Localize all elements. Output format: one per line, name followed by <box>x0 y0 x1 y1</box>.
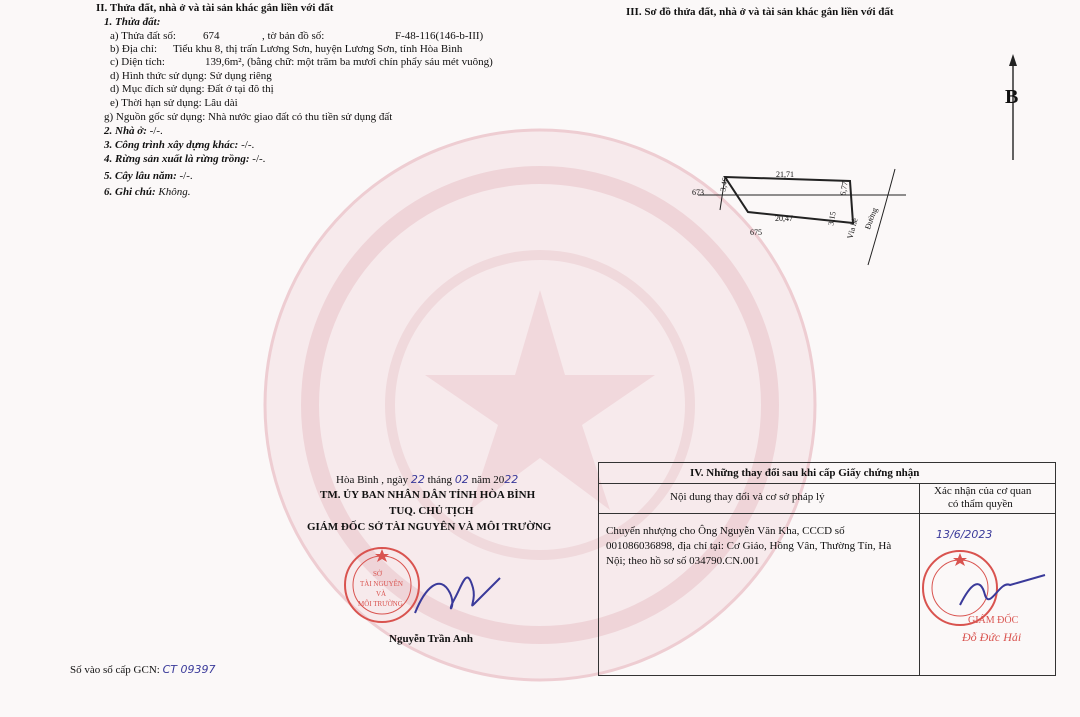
road-label: Đường <box>863 206 880 231</box>
col-confirm-header-1: Xác nhận của cơ quan <box>934 485 1032 497</box>
item-6: 6. Ghi chú: Không. <box>104 186 191 198</box>
item-3: 3. Công trình xây dựng khác: -/-. <box>104 139 255 151</box>
area-value: 139,6m², (bằng chữ: một trăm ba mươi chín phẩy sáu mét vuông) <box>205 56 493 68</box>
usage-origin: g) Nguồn gốc sử dụng: Nhà nước giao đất có thu tiền sử dụng đất <box>104 111 393 123</box>
item-2: 2. Nhà ở: -/-. <box>104 125 163 137</box>
confirm-title: GIÁM ĐỐC <box>968 615 1019 626</box>
signature-left <box>405 558 505 623</box>
left-length: 3,46 <box>718 176 730 193</box>
gcn-register: Số vào sổ cấp GCN: CT 09397 <box>70 663 216 676</box>
section-iv-title: IV. Những thay đổi sau khi cấp Giấy chứng nhận <box>690 467 920 479</box>
north-label: B <box>1005 86 1019 108</box>
section-ii-title: II. Thửa đất, nhà ở và tài sản khác gắn liền với đất <box>96 2 334 14</box>
usage-purpose: d) Mục đích sử dụng: Đất ở tại đô thị <box>110 83 274 95</box>
seal-text-3: VÀ <box>376 590 387 598</box>
usage-form: d) Hình thức sử dụng: Sử dụng riêng <box>110 70 272 82</box>
parcel-label: a) Thửa đất số: <box>110 30 176 42</box>
address-value: Tiểu khu 8, thị trấn Lương Sơn, huyện Lương Sơn, tỉnh Hòa Bình <box>173 43 463 55</box>
map-sheet-number: F-48-116(146-b-III) <box>395 30 484 42</box>
issuer-line-1: TM. ỦY BAN NHÂN DÂN TỈNH HÒA BÌNH <box>320 489 536 501</box>
parcel-number: 674 <box>203 30 220 42</box>
item-5: 5. Cây lâu năm: -/-. <box>104 170 193 182</box>
confirmation-date: 13/6/2023 <box>936 528 993 541</box>
neighbor-675: 675 <box>750 228 762 237</box>
address-label: b) Địa chỉ: <box>110 43 158 55</box>
change-content-line-3: Nội; theo hồ sơ số 034790.CN.001 <box>606 555 760 567</box>
col-confirm-header-2: có thẩm quyền <box>948 498 1013 510</box>
item-4: 4. Rừng sản xuất là rừng trồng: -/-. <box>104 153 266 165</box>
confirm-signer: Đỗ Đức Hải <box>962 630 1022 644</box>
change-content-line-2: 001086036898, địa chỉ tại: Cơ Giáo, Hồng Vân, Thường Tín, Hà <box>606 540 892 552</box>
bottom-length: 20,47 <box>775 214 793 223</box>
issuer-line-3: GIÁM ĐỐC SỞ TÀI NGUYÊN VÀ MÔI TRƯỜNG <box>307 521 552 533</box>
seal-text-4: MÔI TRƯỜNG <box>358 600 403 608</box>
issuer-line-2: TUQ. CHỦ TỊCH <box>389 505 474 517</box>
sidewalk-label: Vỉa hè <box>845 217 860 240</box>
item-1-label: 1. Thửa đất: <box>104 16 161 28</box>
section-iii-title: III. Sơ đồ thửa đất, nhà ở và tài sản khác gắn liền với đất <box>626 6 894 18</box>
seal-text-1: SỞ <box>373 570 382 578</box>
seal-text-2: TÀI NGUYÊN <box>360 580 403 588</box>
north-arrow <box>980 52 1040 167</box>
right-segment-length: 3,15 <box>826 210 838 227</box>
place-date: Hòa Bình , ngày 22 tháng 02 năm 2022 <box>336 473 519 486</box>
right-length: 6,77 <box>838 180 850 197</box>
usage-term: e) Thời hạn sử dụng: Lâu dài <box>110 97 238 109</box>
top-length: 21,71 <box>776 170 794 179</box>
signer-name: Nguyễn Trần Anh <box>389 633 473 645</box>
map-sheet-label: , tờ bản đồ số: <box>262 30 325 42</box>
area-label: c) Diện tích: <box>110 56 165 68</box>
change-content-line-1: Chuyển nhượng cho Ông Nguyễn Văn Kha, CCCD số <box>606 525 845 537</box>
col-content-header: Nội dung thay đổi và cơ sở pháp lý <box>670 491 825 503</box>
signature-right <box>955 565 1050 615</box>
neighbor-673: 673 <box>692 188 704 197</box>
